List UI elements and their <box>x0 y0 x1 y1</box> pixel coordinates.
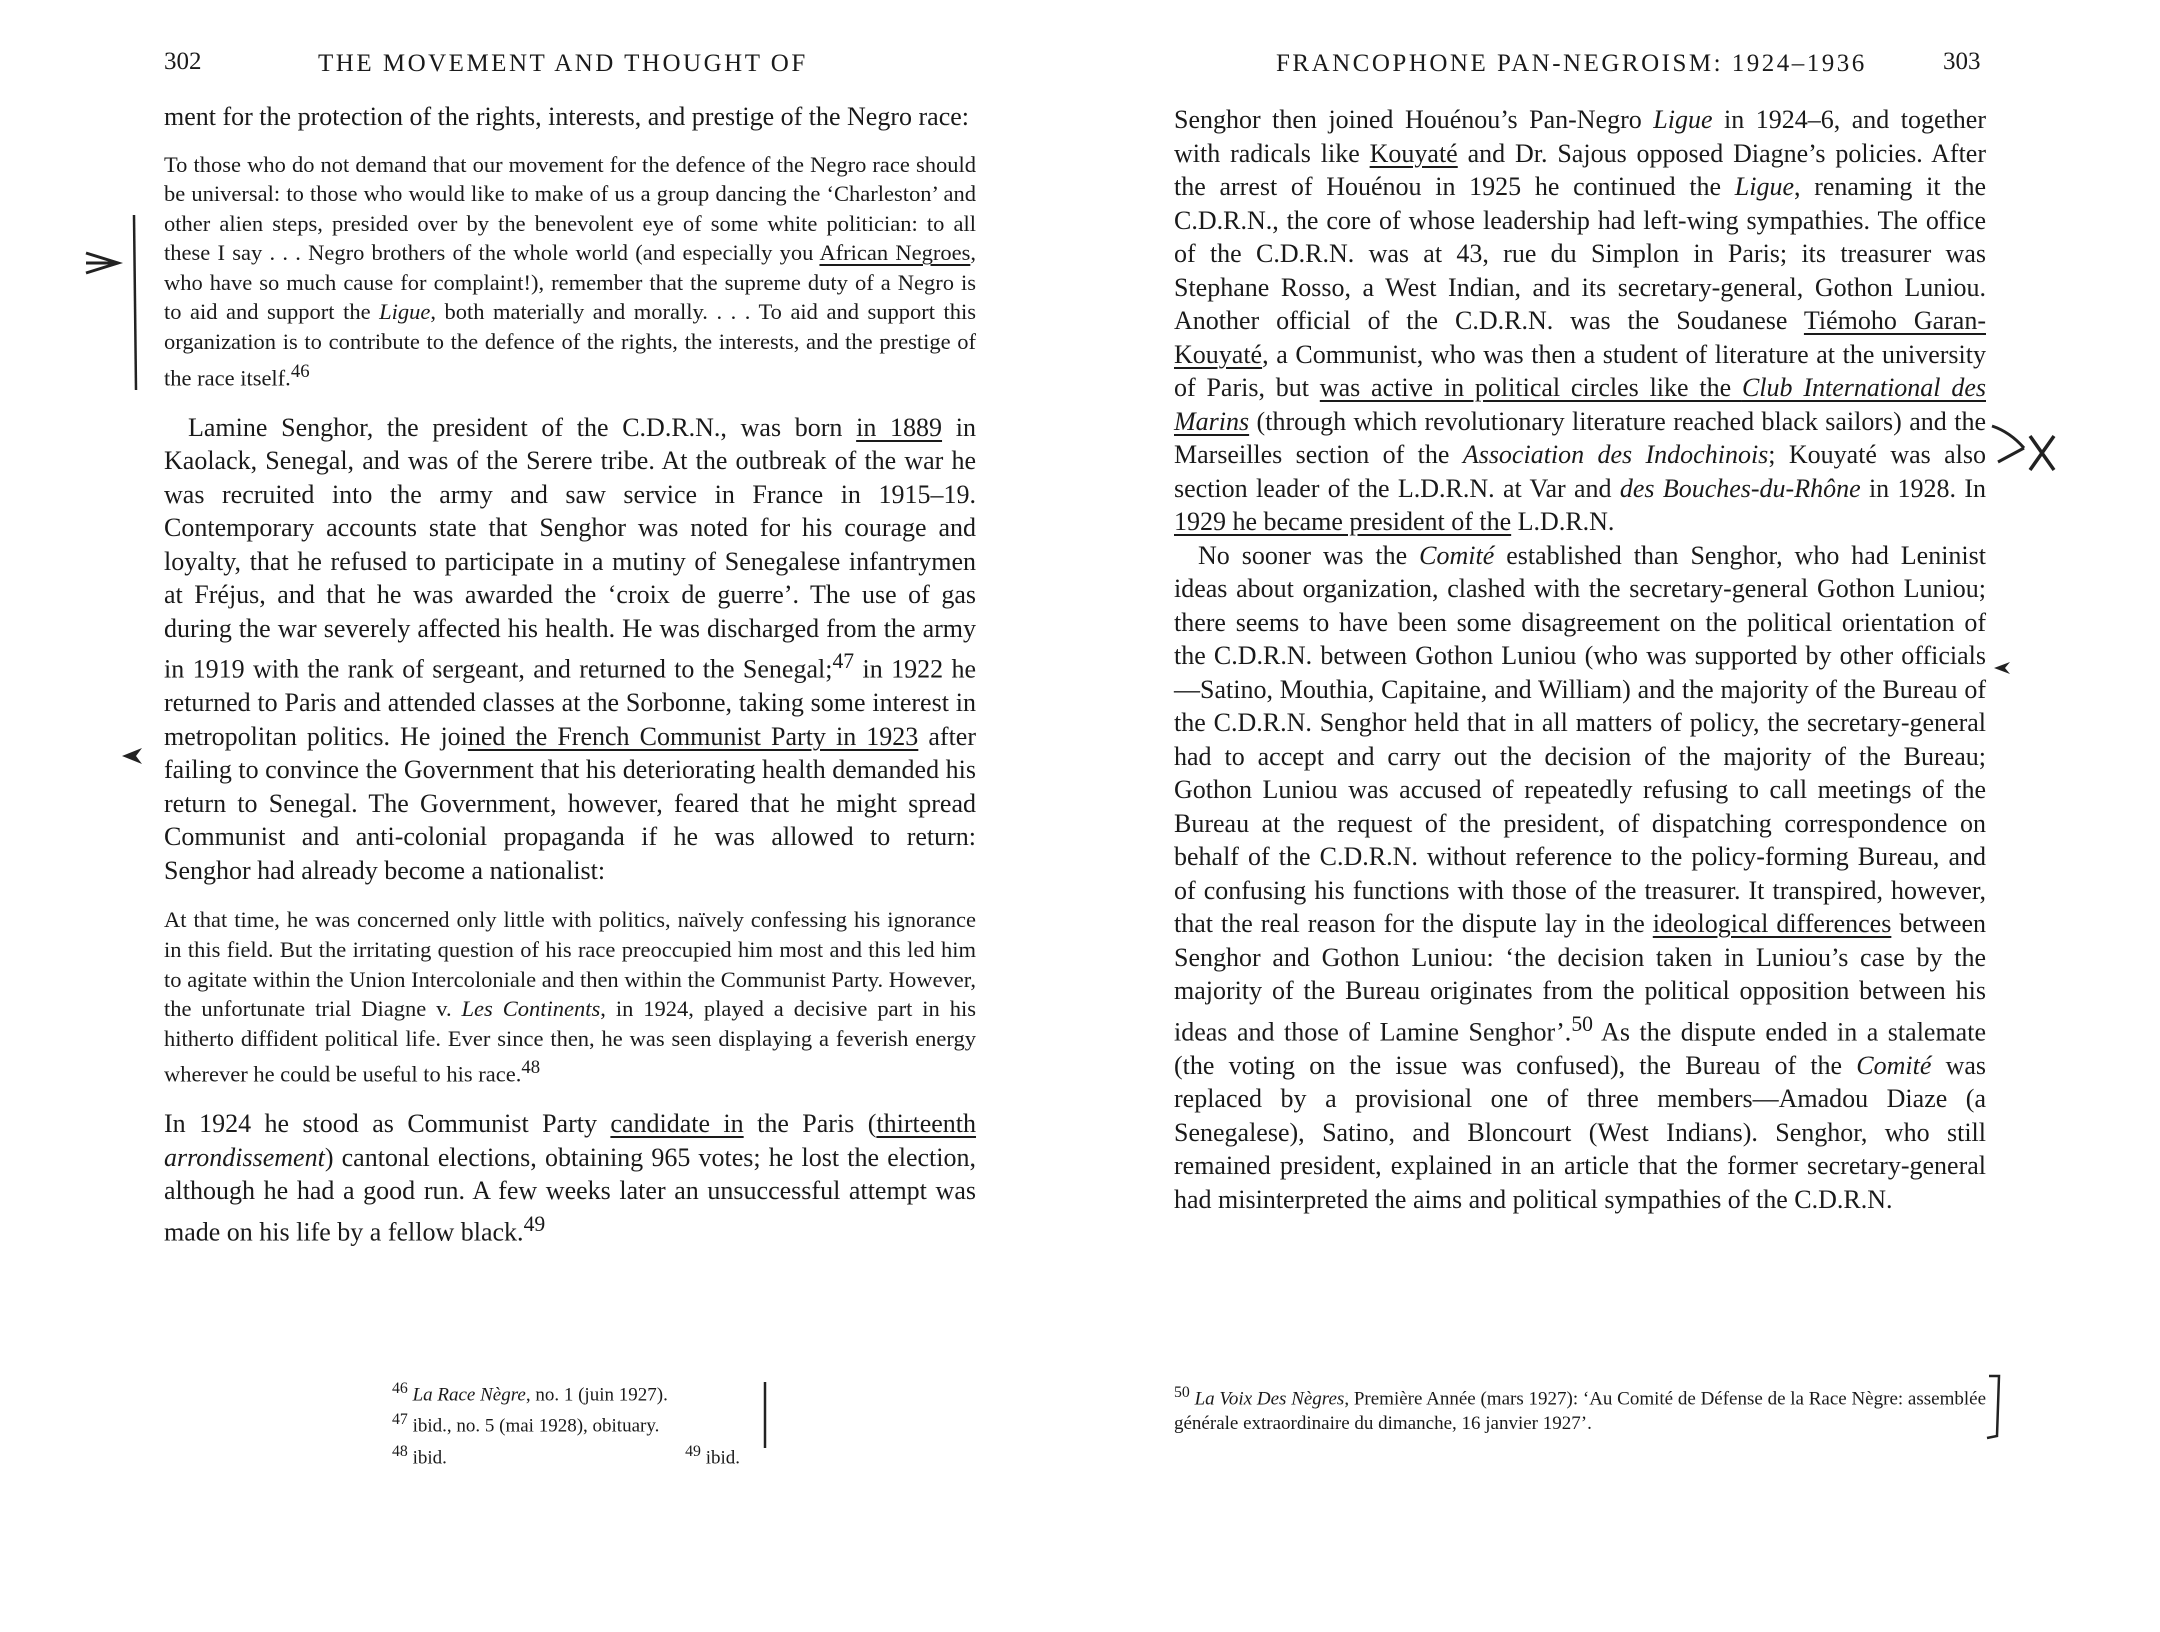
margin-arrow-mark <box>78 205 148 395</box>
paragraph: Senghor then joined Houénou’s Pan-Negro Ligue in 1924–6, and together with radicals like Kouyaté and Dr. Sajous opposed Diagne’s policies. After the arrest of Houénou in 1925 he continued the Ligue, renaming it the C.D.R.N., the core of whose leadership had left-wing sympathies. The office of the C.D.R.N. was at 43, rue du Simplon in Paris; its treasurer was Stephane Rosso, a West Indian, and its secretary-general, Gothon Luniou. Another official of the C.D.R.N. was the Soudanese Tiémoho Garan-Kouyaté, a Communist, who was then a student of literature at the university of Paris, but was active in political circles like the Club International des Marins (through which revolutionary literature reached black sailors) and the Marseilles section of the Association des Indochinois; Kouyaté was also section leader of the L.D.R.N. at Var and des Bouches-du-Rhône in 1928. In 1929 he became president of the L.D.R.N. <box>1174 105 1986 536</box>
margin-x-mark <box>1990 418 2110 498</box>
footnote-ref: 50 <box>1571 1011 1593 1036</box>
footnotes <box>392 1376 740 1470</box>
block-quote: To those who do not demand that our movement for the defence of the Negro race should be universal: to those who would like to make of us a group dancing the ‘Charleston’ and other alien steps, presided over by the benevolent eye of some white politician: to all these I say . . . Negro brothers of the whole world (and especially you African Negroes, who have so much cause for complaint!), remember that the supreme duty of a Negro is to aid and support the Ligue, both materially and morally. . . . To aid and support this organization is to contribute to the defence of the rights, the interests, and the prestige of the race itself.$^{46}$ <box>164 151 976 391</box>
footnote: $^{46}$ La Race Nègre, no. 1 (juin 1927). <box>392 1380 668 1406</box>
footnote: $^{50}$ La Voix Des Nègres, Première Année (mars 1927): ‘Au Comité de Défense de la Race Nègre: assemblée générale extraordinaire du dimanche, 16 janvier 1927’. <box>1174 1384 1986 1435</box>
right-page <box>1080 0 2160 1632</box>
footnote-bracket-mark <box>760 1380 770 1450</box>
running-head: THE MOVEMENT AND THOUGHT OF <box>318 50 808 77</box>
left-text-block <box>164 100 976 1249</box>
footnote-ref: 46 <box>290 360 310 382</box>
page-number: 302 <box>164 48 202 75</box>
paragraph: No sooner was the Comité established than Senghor, who had Leninist ideas about organization, clashed with the secretary-general Gothon Luniou; there seems to have been some disagreement on the political orientation of the C.D.R.N. between Gothon Luniou (who was supported by other officials—Satino, Mouthia, Capitaine, and William) and the majority of the Bureau of the C.D.R.N. Senghor held that in all matters of policy, the secretary-general had to accept and carry out the decision of the majority of the Bureau; Gothon Luniou was accused of repeatedly refusing to call meetings of the Bureau at the request of the president, of dispatching correspondence on behalf of the C.D.R.N. without reference to the policy-forming Bureau, and of confusing his functions with those of the treasurer. It transpired, however, that the real reason for the dispute lay in the ideological differences between Senghor and Gothon Luniou: ‘the decision taken in Luniou’s case by the majority of the Bureau originates from the political opposition between his ideas and those of Lamine Senghor’.$^{50}$ As the dispute ended in a stalemate (the voting on the issue was confused), the Bureau of the Comité was replaced by a provisional one of three members—Amadou Diaze (a Senegalese), Satino, and Bloncourt (West Indians). Senghor, who still remained president, explained in an article that the former secretary-general had misinterpreted the aims and political sympathies of the C.D.R.N. <box>1174 540 1986 1214</box>
paragraph: Lamine Senghor, the president of the C.D.R.N., was born in 1889 in Kaolack, Senegal, and was of the Serere tribe. At the outbreak of the war he was recruited into the army and saw service in France in 1915–19. Contemporary accounts state that Senghor was noted for his courage and loyalty, that he refused to participate in a mutiny of Senegalese infantrymen at Fréjus, and that he was awarded the ‘croix de guerre’. The use of gas during the war severely affected his health. He was discharged from the army in 1919 with the rank of sergeant, and returned to the Senegal;$^{47}$ in 1922 he returned to Paris and attended classes at the Sorbonne, taking some interest in metropolitan politics. He joined the French Communist Party in 1923 after failing to convince the Government that his deteriorating health demanded his return to Senegal. The Government, however, feared that he might spread Communist and anti-colonial propaganda if he was allowed to return: Senghor had already become a nationalist: <box>164 412 976 885</box>
footnotes <box>1174 1380 1986 1436</box>
running-head: FRANCOPHONE PAN-NEGROISM: 1924–1936 <box>1276 50 1867 77</box>
page-number: 303 <box>1943 48 1981 75</box>
footnote-bracket-mark <box>1985 1372 2025 1442</box>
paragraph: In 1924 he stood as Communist Party candidate in the Paris (thirteenth arrondissement) cantonal elections, obtaining 965 votes; he lost the election, although he had a good run. A few weeks later an unsuccessful attempt was made on his life by a fellow black.$^{49}$ <box>164 1109 977 1247</box>
block-quote: At that time, he was concerned only little with politics, naïvely confessing his ignorance in this field. But the irritating question of his race preoccupied him most and this led him to agitate within the Union Intercoloniale and then within the Communist Party. However, the unfortunate trial Diagne v. Les Continents, in 1924, played a decisive part in his hitherto diffident political life. Ever since then, he was seen displaying a feverish energy wherever he could be useful to his race.$^{48}$ <box>164 907 976 1087</box>
paragraph: ment for the protection of the rights, interests, and prestige of the Negro race: <box>164 102 970 131</box>
footnote: $^{49}$ ibid. <box>685 1442 740 1468</box>
footnote-ref: 47 <box>832 649 855 674</box>
footnote-ref: 48 <box>521 1057 541 1079</box>
footnote: $^{47}$ ibid., no. 5 (mai 1928), obituary. <box>392 1411 660 1437</box>
footnote-ref: 49 <box>523 1211 546 1236</box>
margin-arrowhead-mark <box>120 746 146 766</box>
footnote: $^{48}$ ibid. <box>392 1442 447 1468</box>
right-text-block <box>1174 103 1986 1216</box>
margin-arrowhead-mark <box>1992 660 2012 676</box>
